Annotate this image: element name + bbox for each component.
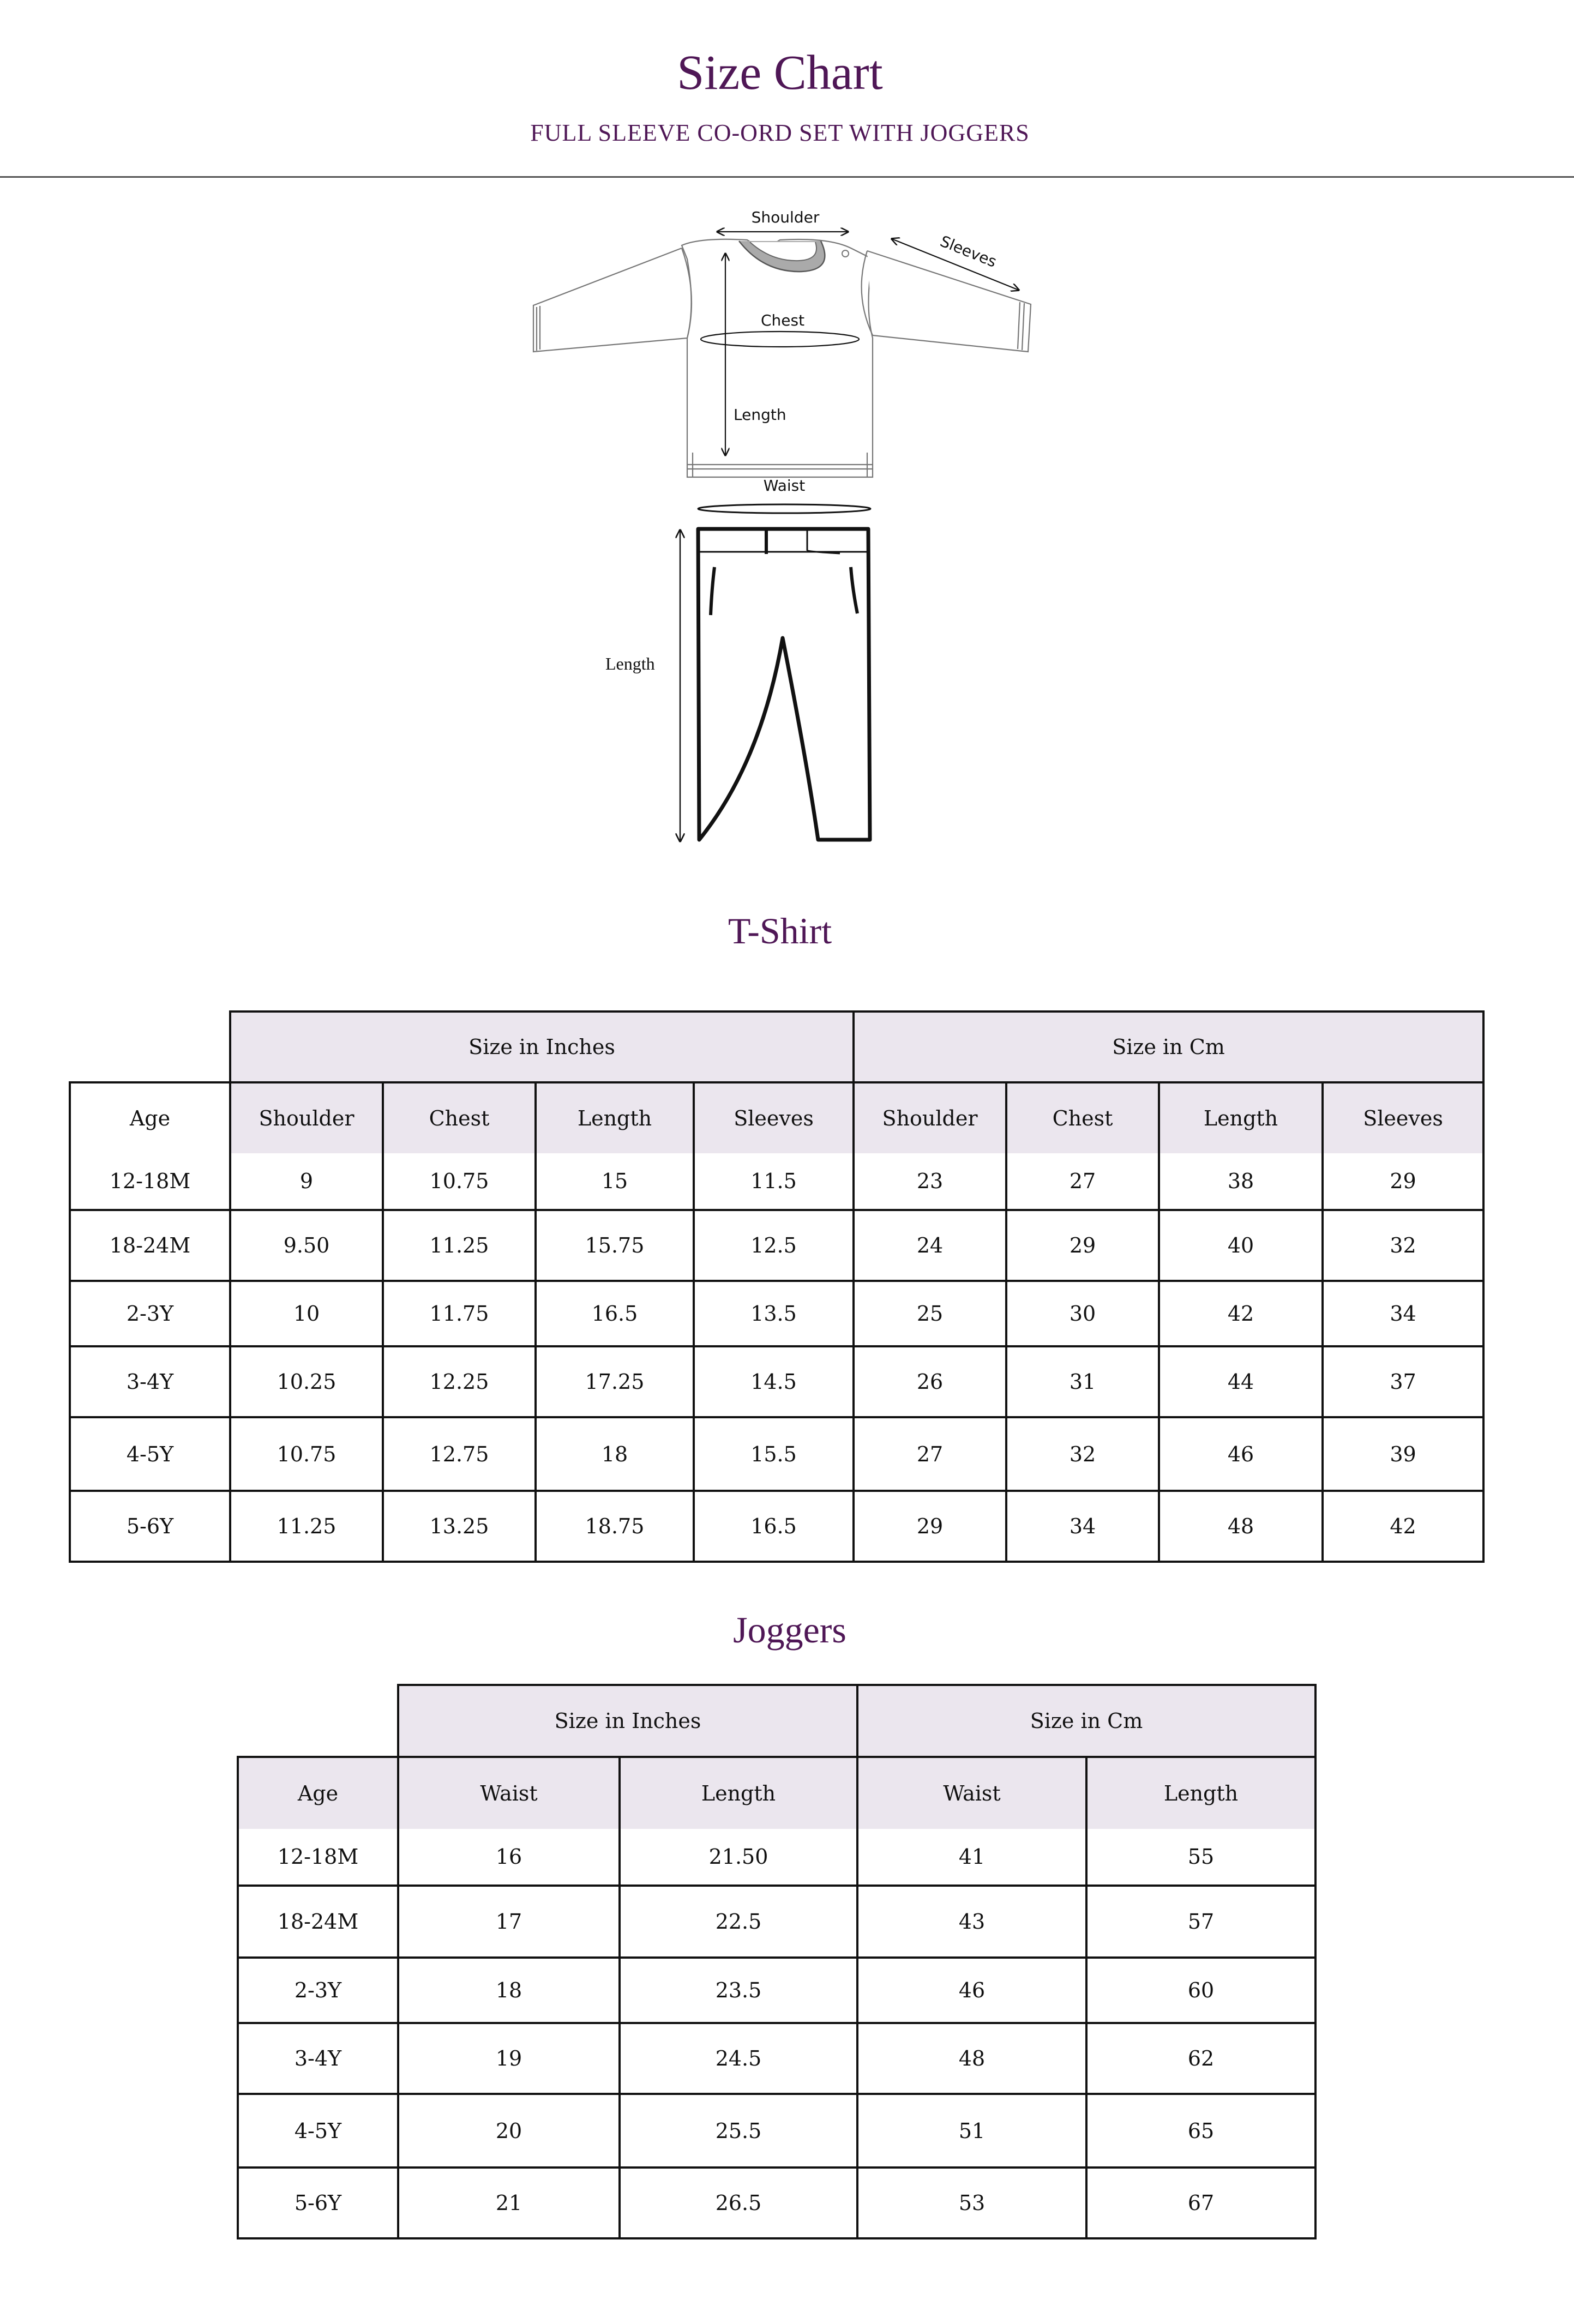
joggers-col-length-cm: Length <box>1086 1757 1315 1829</box>
table-cell: 10.75 <box>230 1417 383 1491</box>
table-cell-age: 2-3Y <box>238 1958 398 2023</box>
header-divider <box>0 176 1574 178</box>
table-cell: 13.25 <box>383 1491 536 1562</box>
tshirt-col-sleeves-cm: Sleeves <box>1323 1082 1483 1153</box>
table-cell: 11.25 <box>383 1210 536 1281</box>
table-cell-age: 4-5Y <box>70 1417 230 1491</box>
tshirt-col-chest-cm: Chest <box>1006 1082 1159 1153</box>
shirt-illustration <box>533 239 1031 477</box>
shoulder-label: Shoulder <box>751 208 820 226</box>
table-row <box>238 2168 1315 2238</box>
table-row <box>238 1958 1315 2023</box>
table-cell: 18 <box>536 1417 694 1491</box>
tshirt-group-cm: Size in Cm <box>854 1012 1483 1082</box>
table-cell: 29 <box>1323 1153 1483 1210</box>
joggers-illustration <box>698 529 870 840</box>
table-row <box>238 1886 1315 1958</box>
table-cell-age: 2-3Y <box>70 1281 230 1346</box>
table-cell: 31 <box>1006 1346 1159 1417</box>
table-row <box>238 2023 1315 2094</box>
table-cell: 62 <box>1086 2023 1315 2094</box>
tshirt-col-length-in: Length <box>536 1082 694 1153</box>
table-cell: 42 <box>1323 1491 1483 1562</box>
table-cell-age: 12-18M <box>238 1829 398 1886</box>
table-cell: 27 <box>1006 1153 1159 1210</box>
table-cell: 51 <box>857 2094 1086 2168</box>
table-cell: 29 <box>854 1491 1006 1562</box>
table-cell: 27 <box>854 1417 1006 1491</box>
table-cell: 25.5 <box>620 2094 857 2168</box>
page-title: Size Chart <box>677 46 883 100</box>
table-cell: 37 <box>1323 1346 1483 1417</box>
joggers-group-cm: Size in Cm <box>857 1685 1315 1757</box>
table-cell: 67 <box>1086 2168 1315 2238</box>
table-cell: 16.5 <box>694 1491 854 1562</box>
table-cell: 39 <box>1323 1417 1483 1491</box>
tshirt-section-title: T-Shirt <box>728 910 832 952</box>
table-cell: 17.25 <box>536 1346 694 1417</box>
table-cell: 34 <box>1006 1491 1159 1562</box>
tshirt-group-inches: Size in Inches <box>230 1012 854 1082</box>
joggers-col-length-in: Length <box>620 1757 857 1829</box>
table-cell-age: 18-24M <box>238 1886 398 1958</box>
shirt-length-label: Length <box>734 406 786 424</box>
tshirt-col-shoulder-in: Shoulder <box>230 1082 383 1153</box>
table-cell: 41 <box>857 1829 1086 1886</box>
table-cell: 9.50 <box>230 1210 383 1281</box>
table-cell: 30 <box>1006 1281 1159 1346</box>
tshirt-col-age: Age <box>70 1082 230 1153</box>
table-cell: 14.5 <box>694 1346 854 1417</box>
table-cell: 20 <box>398 2094 620 2168</box>
table-cell: 23.5 <box>620 1958 857 2023</box>
table-cell: 15 <box>536 1153 694 1210</box>
tshirt-col-length-cm: Length <box>1159 1082 1323 1153</box>
table-cell-age: 3-4Y <box>70 1346 230 1417</box>
table-cell: 18 <box>398 1958 620 2023</box>
table-row <box>70 1417 1483 1491</box>
table-cell: 60 <box>1086 1958 1315 2023</box>
table-cell: 12.75 <box>383 1417 536 1491</box>
table-row <box>238 1829 1315 1886</box>
joggers-size-table <box>237 1684 1317 2239</box>
measurement-diagram <box>524 196 1047 851</box>
table-cell: 17 <box>398 1886 620 1958</box>
table-cell: 18.75 <box>536 1491 694 1562</box>
tshirt-size-table <box>69 1010 1485 1563</box>
tshirt-col-chest-in: Chest <box>383 1082 536 1153</box>
table-cell: 48 <box>857 2023 1086 2094</box>
tshirt-column-header-row <box>70 1082 1483 1153</box>
page-subtitle: FULL SLEEVE CO-ORD SET WITH JOGGERS <box>530 119 1030 146</box>
waist-label: Waist <box>763 477 806 495</box>
joggers-col-waist-in: Waist <box>398 1757 620 1829</box>
table-cell: 13.5 <box>694 1281 854 1346</box>
table-cell-age: 3-4Y <box>238 2023 398 2094</box>
table-cell: 53 <box>857 2168 1086 2238</box>
table-cell-age: 12-18M <box>70 1153 230 1210</box>
table-cell: 24.5 <box>620 2023 857 2094</box>
table-cell: 55 <box>1086 1829 1315 1886</box>
table-cell-age: 5-6Y <box>238 2168 398 2238</box>
table-row <box>70 1346 1483 1417</box>
table-cell: 12.5 <box>694 1210 854 1281</box>
table-cell-age: 18-24M <box>70 1210 230 1281</box>
tshirt-col-sleeves-in: Sleeves <box>694 1082 854 1153</box>
table-cell: 46 <box>1159 1417 1323 1491</box>
table-row <box>70 1210 1483 1281</box>
table-cell: 21.50 <box>620 1829 857 1886</box>
table-cell: 11.5 <box>694 1153 854 1210</box>
table-cell: 10 <box>230 1281 383 1346</box>
table-cell: 15.5 <box>694 1417 854 1491</box>
table-cell: 24 <box>854 1210 1006 1281</box>
table-cell-age: 4-5Y <box>238 2094 398 2168</box>
table-cell: 32 <box>1323 1210 1483 1281</box>
tshirt-group-header-row <box>70 1012 1483 1082</box>
table-cell: 48 <box>1159 1491 1323 1562</box>
joggers-group-inches: Size in Inches <box>398 1685 857 1757</box>
table-cell: 10.75 <box>383 1153 536 1210</box>
table-cell: 10.25 <box>230 1346 383 1417</box>
table-row <box>70 1491 1483 1562</box>
table-cell-age: 5-6Y <box>70 1491 230 1562</box>
table-cell: 26 <box>854 1346 1006 1417</box>
table-cell: 34 <box>1323 1281 1483 1346</box>
sleeves-label: Sleeves <box>938 232 999 271</box>
table-cell: 43 <box>857 1886 1086 1958</box>
table-cell: 22.5 <box>620 1886 857 1958</box>
joggers-section-title: Joggers <box>733 1609 846 1651</box>
joggers-col-waist-cm: Waist <box>857 1757 1086 1829</box>
table-cell: 25 <box>854 1281 1006 1346</box>
table-row <box>70 1153 1483 1210</box>
table-cell: 12.25 <box>383 1346 536 1417</box>
table-cell: 44 <box>1159 1346 1323 1417</box>
table-cell: 26.5 <box>620 2168 857 2238</box>
table-cell: 15.75 <box>536 1210 694 1281</box>
table-cell: 11.75 <box>383 1281 536 1346</box>
table-cell: 9 <box>230 1153 383 1210</box>
table-corner <box>70 1012 230 1082</box>
table-cell: 46 <box>857 1958 1086 2023</box>
table-cell: 21 <box>398 2168 620 2238</box>
table-cell: 65 <box>1086 2094 1315 2168</box>
jogger-length-label: Length <box>605 654 655 673</box>
chest-label: Chest <box>760 311 805 329</box>
table-cell: 16 <box>398 1829 620 1886</box>
table-row <box>70 1281 1483 1346</box>
table-cell: 16.5 <box>536 1281 694 1346</box>
table-corner <box>238 1685 398 1757</box>
table-cell: 40 <box>1159 1210 1323 1281</box>
table-cell: 29 <box>1006 1210 1159 1281</box>
table-cell: 57 <box>1086 1886 1315 1958</box>
joggers-group-header-row <box>238 1685 1315 1757</box>
waist-ellipse <box>698 504 870 513</box>
joggers-col-age: Age <box>238 1757 398 1829</box>
table-cell: 23 <box>854 1153 1006 1210</box>
joggers-column-header-row <box>238 1757 1315 1829</box>
table-cell: 19 <box>398 2023 620 2094</box>
table-cell: 38 <box>1159 1153 1323 1210</box>
table-row <box>238 2094 1315 2168</box>
tshirt-col-shoulder-cm: Shoulder <box>854 1082 1006 1153</box>
table-cell: 11.25 <box>230 1491 383 1562</box>
table-cell: 42 <box>1159 1281 1323 1346</box>
table-cell: 32 <box>1006 1417 1159 1491</box>
